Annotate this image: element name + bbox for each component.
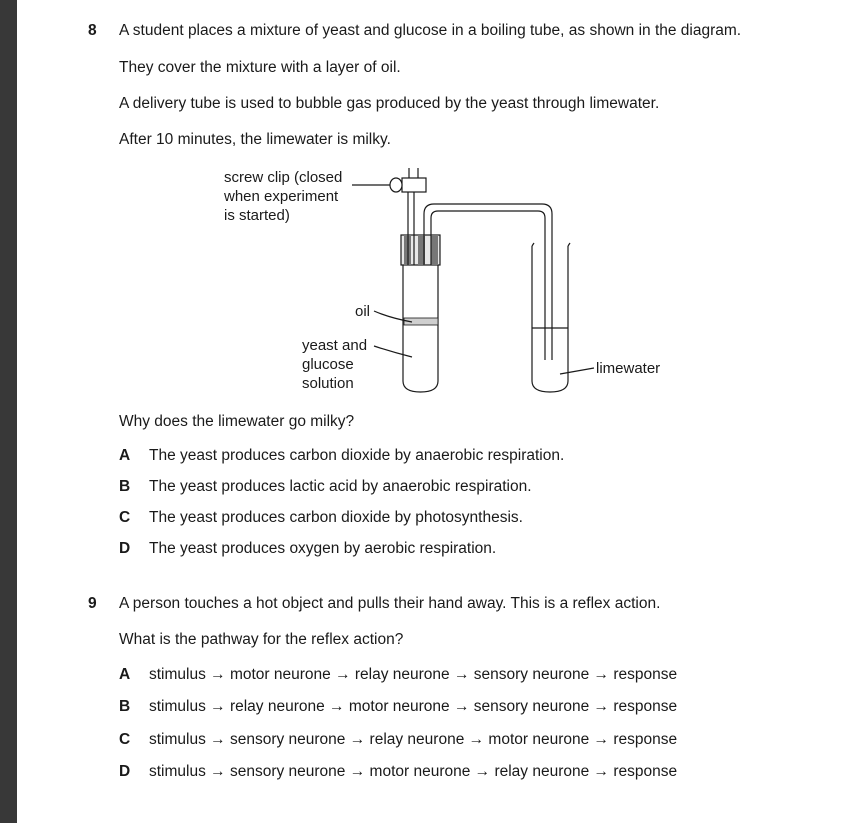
q9-option-c-text: stimulus → sensory neurone → relay neurone → motor neurone → response bbox=[149, 731, 678, 748]
q9-option-a-letter: A bbox=[119, 666, 131, 683]
screw-clip-label-line-1: screw clip (closed bbox=[224, 169, 343, 186]
q8-option-d-text: The yeast produces oxygen by aerobic respiration. bbox=[149, 540, 497, 557]
oil-label: oil bbox=[355, 303, 371, 320]
q9-option-d-text: stimulus → sensory neurone → motor neurone → relay neurone → response bbox=[149, 763, 678, 780]
q9-option-b-text: stimulus → relay neurone → motor neurone → sensory neurone → response bbox=[149, 698, 678, 715]
q8-option-b-letter: B bbox=[119, 478, 131, 495]
q9-option-b-letter: B bbox=[119, 698, 131, 715]
question-8-prompt: Why does the limewater go milky? bbox=[119, 413, 355, 430]
yeast-label-line-3: solution bbox=[302, 375, 354, 392]
screw-clip-label-line-3: is started) bbox=[224, 207, 290, 224]
q8-option-c-text: The yeast produces carbon dioxide by photosynthesis. bbox=[149, 509, 523, 526]
question-9-line-2: What is the pathway for the reflex action? bbox=[119, 631, 404, 648]
question-8-line-4: After 10 minutes, the limewater is milky. bbox=[119, 131, 391, 148]
question-8-line-3: A delivery tube is used to bubble gas produced by the yeast through limewater. bbox=[119, 95, 660, 112]
q9-option-a-text: stimulus → motor neurone → relay neurone → sensory neurone → response bbox=[149, 666, 678, 683]
question-8-line-1: A student places a mixture of yeast and glucose in a boiling tube, as shown in the diagram. bbox=[119, 22, 742, 39]
yeast-label-line-2: glucose bbox=[302, 356, 354, 373]
limewater-label: limewater bbox=[596, 360, 661, 377]
question-9-number: 9 bbox=[88, 595, 97, 612]
question-8-line-2: They cover the mixture with a layer of oil. bbox=[119, 59, 401, 76]
q8-option-d-letter: D bbox=[119, 540, 131, 557]
q8-option-c-letter: C bbox=[119, 509, 131, 526]
q8-option-a-text: The yeast produces carbon dioxide by anaerobic respiration. bbox=[149, 447, 565, 464]
q9-option-d-letter: D bbox=[119, 763, 131, 780]
question-9-line-1: A person touches a hot object and pulls their hand away. This is a reflex action. bbox=[119, 595, 661, 612]
yeast-label-line-1: yeast and bbox=[302, 337, 368, 354]
q8-option-a-letter: A bbox=[119, 447, 131, 464]
q9-option-c-letter: C bbox=[119, 731, 131, 748]
screw-clip-label-line-2: when experiment bbox=[224, 188, 339, 205]
question-8-number: 8 bbox=[88, 22, 97, 39]
q8-option-b-text: The yeast produces lactic acid by anaerobic respiration. bbox=[149, 478, 532, 495]
